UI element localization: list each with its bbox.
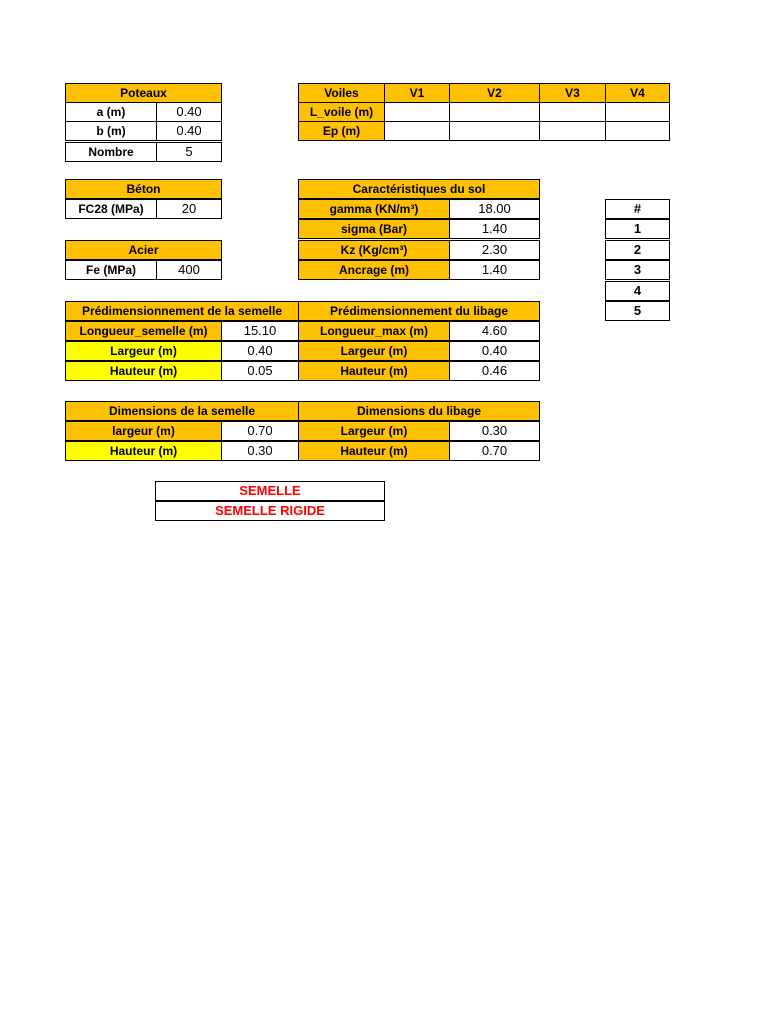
voiles-ep-v2[interactable] [449, 121, 540, 141]
voiles-ep-v3[interactable] [539, 121, 606, 141]
dim-semelle-title: Dimensions de la semelle [65, 401, 299, 421]
predim-semelle-title: Prédimensionnement de la semelle [65, 301, 299, 321]
voiles-col-v1: V1 [384, 83, 450, 103]
sol-gamma-value[interactable]: 18.00 [449, 199, 540, 219]
acier-fe-value[interactable]: 400 [156, 260, 222, 280]
voiles-ep-v1[interactable] [384, 121, 450, 141]
voiles-col-v2: V2 [449, 83, 540, 103]
index-item-5: 5 [605, 301, 670, 321]
dim-semelle-hauteur-label: Hauteur (m) [65, 441, 222, 461]
predim-semelle-hauteur-value[interactable]: 0.05 [221, 361, 299, 381]
dim-libage-hauteur-label: Hauteur (m) [298, 441, 450, 461]
voiles-ep-label: Ep (m) [298, 121, 385, 141]
predim-semelle-hauteur-label: Hauteur (m) [65, 361, 222, 381]
poteaux-nombre-label: Nombre [65, 142, 157, 162]
predim-libage-hauteur-value[interactable]: 0.46 [449, 361, 540, 381]
poteaux-nombre-value[interactable]: 5 [156, 142, 222, 162]
dim-libage-largeur-label: Largeur (m) [298, 421, 450, 441]
poteaux-title: Poteaux [65, 83, 222, 103]
predim-libage-hauteur-label: Hauteur (m) [298, 361, 450, 381]
dim-libage-hauteur-value[interactable]: 0.70 [449, 441, 540, 461]
dim-semelle-hauteur-value[interactable]: 0.30 [221, 441, 299, 461]
poteaux-b-value[interactable]: 0.40 [156, 121, 222, 141]
acier-title: Acier [65, 240, 222, 260]
sol-sigma-value[interactable]: 1.40 [449, 219, 540, 239]
voiles-col-v4: V4 [605, 83, 670, 103]
predim-semelle-longueur-label: Longueur_semelle (m) [65, 321, 222, 341]
sol-title: Caractéristiques du sol [298, 179, 540, 199]
voiles-lvoile-v3[interactable] [539, 102, 606, 122]
beton-fc28-label: FC28 (MPa) [65, 199, 157, 219]
poteaux-a-label: a (m) [65, 102, 157, 122]
predim-semelle-longueur-value[interactable]: 15.10 [221, 321, 299, 341]
voiles-title: Voiles [298, 83, 385, 103]
predim-libage-largeur-value[interactable]: 0.40 [449, 341, 540, 361]
beton-fc28-value[interactable]: 20 [156, 199, 222, 219]
index-item-1: 1 [605, 219, 670, 239]
voiles-lvoile-v1[interactable] [384, 102, 450, 122]
sol-ancrage-value[interactable]: 1.40 [449, 260, 540, 280]
predim-libage-title: Prédimensionnement du libage [298, 301, 540, 321]
dim-libage-largeur-value[interactable]: 0.30 [449, 421, 540, 441]
result-semelle-rigide: SEMELLE RIGIDE [155, 501, 385, 521]
poteaux-a-value[interactable]: 0.40 [156, 102, 222, 122]
result-semelle: SEMELLE [155, 481, 385, 501]
beton-title: Béton [65, 179, 222, 199]
predim-libage-largeur-label: Largeur (m) [298, 341, 450, 361]
acier-fe-label: Fe (MPa) [65, 260, 157, 280]
predim-semelle-largeur-label: Largeur (m) [65, 341, 222, 361]
sol-kz-value[interactable]: 2.30 [449, 240, 540, 260]
index-item-4: 4 [605, 281, 670, 301]
predim-libage-longueur-label: Longueur_max (m) [298, 321, 450, 341]
voiles-ep-v4[interactable] [605, 121, 670, 141]
sol-kz-label: Kz (Kg/cm³) [298, 240, 450, 260]
sol-ancrage-label: Ancrage (m) [298, 260, 450, 280]
voiles-lvoile-label: L_voile (m) [298, 102, 385, 122]
dim-libage-title: Dimensions du libage [298, 401, 540, 421]
dim-semelle-largeur-value[interactable]: 0.70 [221, 421, 299, 441]
voiles-col-v3: V3 [539, 83, 606, 103]
predim-libage-longueur-value[interactable]: 4.60 [449, 321, 540, 341]
index-item-3: 3 [605, 260, 670, 280]
index-item-2: 2 [605, 240, 670, 260]
predim-semelle-largeur-value[interactable]: 0.40 [221, 341, 299, 361]
sol-gamma-label: gamma (KN/m³) [298, 199, 450, 219]
poteaux-b-label: b (m) [65, 121, 157, 141]
sol-sigma-label: sigma (Bar) [298, 219, 450, 239]
index-header: # [605, 199, 670, 219]
voiles-lvoile-v2[interactable] [449, 102, 540, 122]
dim-semelle-largeur-label: largeur (m) [65, 421, 222, 441]
voiles-lvoile-v4[interactable] [605, 102, 670, 122]
